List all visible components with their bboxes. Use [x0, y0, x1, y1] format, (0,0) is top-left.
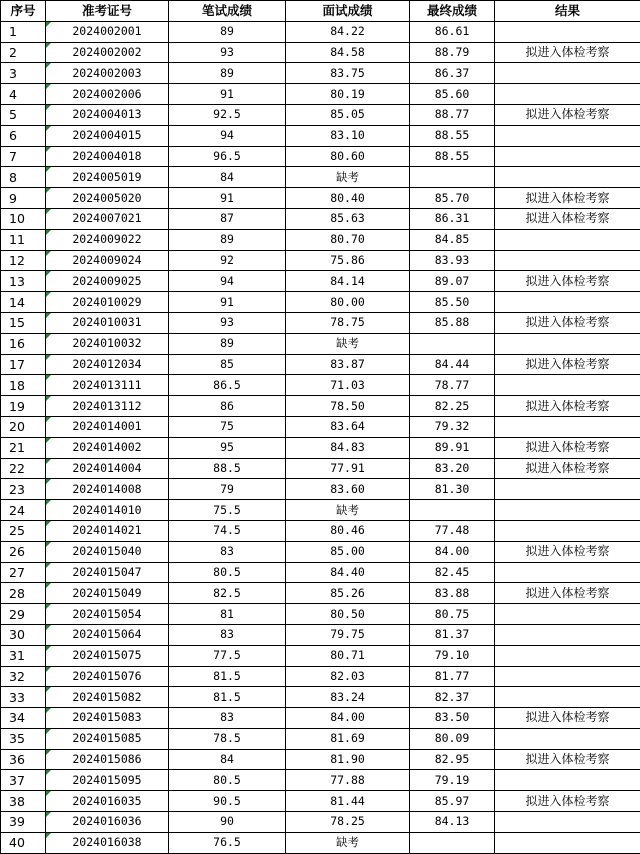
cell-final-score: 79.10: [410, 645, 495, 666]
cell-result: 拟进入体检考察: [495, 749, 640, 770]
table-row: [1, 749, 640, 770]
cell-interview-score: 78.25: [286, 812, 410, 833]
cell-final-score: 85.60: [410, 84, 495, 105]
cell-exam-id: 2024007021: [46, 208, 169, 229]
cell-interview-score: 缺考: [286, 167, 410, 188]
cell-exam-id: 2024005019: [46, 167, 169, 188]
table-row: [1, 42, 640, 63]
cell-exam-id: 2024009024: [46, 250, 169, 271]
cell-written-score: 75: [169, 416, 286, 437]
cell-index: 20: [1, 416, 46, 437]
cell-written-score: 77.5: [169, 645, 286, 666]
cell-interview-score: 84.58: [286, 42, 410, 63]
cell-written-score: 90.5: [169, 791, 286, 812]
cell-exam-id: 2024015076: [46, 666, 169, 687]
cell-final-score: 89.91: [410, 437, 495, 458]
table-row: [1, 354, 640, 375]
cell-final-score: 82.25: [410, 396, 495, 417]
cell-exam-id: 2024013111: [46, 375, 169, 396]
cell-exam-id: 2024014002: [46, 437, 169, 458]
cell-written-score: 91: [169, 188, 286, 209]
cell-final-score: 79.19: [410, 770, 495, 791]
cell-exam-id: 2024004015: [46, 125, 169, 146]
cell-written-score: 89: [169, 333, 286, 354]
cell-written-score: 87: [169, 208, 286, 229]
cell-index: 27: [1, 562, 46, 583]
cell-final-score: 86.31: [410, 208, 495, 229]
cell-final-score: 83.88: [410, 583, 495, 604]
table-row: [1, 312, 640, 333]
cell-index: 18: [1, 375, 46, 396]
cell-result: 拟进入体检考察: [495, 458, 640, 479]
cell-interview-score: 71.03: [286, 375, 410, 396]
cell-written-score: 94: [169, 271, 286, 292]
cell-exam-id: 2024014021: [46, 520, 169, 541]
cell-exam-id: 2024015095: [46, 770, 169, 791]
cell-written-score: 84: [169, 167, 286, 188]
cell-interview-score: 81.90: [286, 749, 410, 770]
cell-written-score: 96.5: [169, 146, 286, 167]
cell-final-score: 83.93: [410, 250, 495, 271]
cell-final-score: 88.79: [410, 42, 495, 63]
table-row: [1, 125, 640, 146]
table-row: [1, 167, 640, 188]
cell-exam-id: 2024012034: [46, 354, 169, 375]
header-interview-score: 面试成绩: [286, 1, 410, 22]
cell-index: 37: [1, 770, 46, 791]
cell-interview-score: 80.19: [286, 84, 410, 105]
cell-result: [495, 520, 640, 541]
cell-final-score: 83.20: [410, 458, 495, 479]
cell-written-score: 81: [169, 604, 286, 625]
cell-index: 5: [1, 104, 46, 125]
cell-index: 19: [1, 396, 46, 417]
cell-exam-id: 2024010029: [46, 292, 169, 313]
cell-written-score: 79: [169, 479, 286, 500]
table-row: [1, 250, 640, 271]
cell-interview-score: 缺考: [286, 333, 410, 354]
table-row: [1, 687, 640, 708]
cell-result: [495, 604, 640, 625]
cell-final-score: 85.50: [410, 292, 495, 313]
cell-exam-id: 2024015064: [46, 624, 169, 645]
table-row: [1, 666, 640, 687]
cell-exam-id: 2024014008: [46, 479, 169, 500]
table-row: [1, 791, 640, 812]
cell-exam-id: 2024002001: [46, 21, 169, 42]
cell-exam-id: 2024002002: [46, 42, 169, 63]
header-exam-id: 准考证号: [46, 1, 169, 22]
cell-final-score: [410, 500, 495, 521]
table-row: [1, 541, 640, 562]
cell-written-score: 76.5: [169, 832, 286, 853]
cell-index: 38: [1, 791, 46, 812]
cell-written-score: 91: [169, 292, 286, 313]
table-row: [1, 84, 640, 105]
cell-index: 3: [1, 63, 46, 84]
cell-index: 13: [1, 271, 46, 292]
cell-index: 6: [1, 125, 46, 146]
cell-result: [495, 500, 640, 521]
cell-result: 拟进入体检考察: [495, 271, 640, 292]
cell-final-score: 83.50: [410, 708, 495, 729]
cell-exam-id: 2024010031: [46, 312, 169, 333]
cell-exam-id: 2024015086: [46, 749, 169, 770]
cell-final-score: 82.45: [410, 562, 495, 583]
cell-result: [495, 562, 640, 583]
cell-result: [495, 770, 640, 791]
cell-result: 拟进入体检考察: [495, 396, 640, 417]
cell-final-score: 84.00: [410, 541, 495, 562]
cell-index: 26: [1, 541, 46, 562]
cell-written-score: 81.5: [169, 666, 286, 687]
cell-final-score: 88.55: [410, 125, 495, 146]
cell-exam-id: 2024015085: [46, 728, 169, 749]
cell-index: 12: [1, 250, 46, 271]
cell-index: 11: [1, 229, 46, 250]
cell-final-score: 84.85: [410, 229, 495, 250]
table-row: [1, 21, 640, 42]
table-row: [1, 708, 640, 729]
cell-result: 拟进入体检考察: [495, 541, 640, 562]
table-row: [1, 437, 640, 458]
table-row: [1, 375, 640, 396]
cell-index: 9: [1, 188, 46, 209]
cell-written-score: 83: [169, 624, 286, 645]
cell-written-score: 78.5: [169, 728, 286, 749]
table-row: [1, 146, 640, 167]
cell-exam-id: 2024014001: [46, 416, 169, 437]
cell-interview-score: 78.50: [286, 396, 410, 417]
cell-final-score: 88.77: [410, 104, 495, 125]
cell-final-score: [410, 832, 495, 853]
cell-result: [495, 21, 640, 42]
cell-final-score: 88.55: [410, 146, 495, 167]
cell-written-score: 85: [169, 354, 286, 375]
cell-result: [495, 416, 640, 437]
cell-interview-score: 缺考: [286, 500, 410, 521]
cell-interview-score: 84.00: [286, 708, 410, 729]
cell-index: 15: [1, 312, 46, 333]
cell-exam-id: 2024014010: [46, 500, 169, 521]
table-row: [1, 562, 640, 583]
cell-interview-score: 83.87: [286, 354, 410, 375]
cell-final-score: 85.70: [410, 188, 495, 209]
cell-exam-id: 2024015054: [46, 604, 169, 625]
cell-result: 拟进入体检考察: [495, 188, 640, 209]
cell-interview-score: 84.14: [286, 271, 410, 292]
cell-written-score: 83: [169, 541, 286, 562]
table-row: [1, 333, 640, 354]
cell-exam-id: 2024015083: [46, 708, 169, 729]
cell-result: [495, 63, 640, 84]
cell-interview-score: 78.75: [286, 312, 410, 333]
header-row: [1, 1, 640, 22]
cell-result: [495, 125, 640, 146]
cell-exam-id: 2024004018: [46, 146, 169, 167]
cell-written-score: 75.5: [169, 500, 286, 521]
cell-index: 7: [1, 146, 46, 167]
cell-interview-score: 85.00: [286, 541, 410, 562]
cell-result: 拟进入体检考察: [495, 437, 640, 458]
cell-exam-id: 2024016035: [46, 791, 169, 812]
table-row: [1, 645, 640, 666]
cell-interview-score: 83.64: [286, 416, 410, 437]
cell-written-score: 91: [169, 84, 286, 105]
cell-result: [495, 624, 640, 645]
cell-result: [495, 229, 640, 250]
cell-final-score: 82.95: [410, 749, 495, 770]
cell-written-score: 80.5: [169, 562, 286, 583]
cell-interview-score: 84.40: [286, 562, 410, 583]
cell-exam-id: 2024016038: [46, 832, 169, 853]
header-final-score: 最终成绩: [410, 1, 495, 22]
table-row: [1, 104, 640, 125]
cell-index: 33: [1, 687, 46, 708]
header-index: 序号: [1, 1, 46, 22]
cell-exam-id: 2024009022: [46, 229, 169, 250]
cell-final-score: 86.37: [410, 63, 495, 84]
cell-interview-score: 80.60: [286, 146, 410, 167]
cell-written-score: 82.5: [169, 583, 286, 604]
cell-index: 40: [1, 832, 46, 853]
cell-interview-score: 77.88: [286, 770, 410, 791]
header-written-score: 笔试成绩: [169, 1, 286, 22]
cell-result: [495, 666, 640, 687]
cell-final-score: 78.77: [410, 375, 495, 396]
cell-interview-score: 缺考: [286, 832, 410, 853]
cell-written-score: 89: [169, 21, 286, 42]
cell-result: 拟进入体检考察: [495, 791, 640, 812]
cell-index: 31: [1, 645, 46, 666]
cell-final-score: 85.88: [410, 312, 495, 333]
cell-interview-score: 83.75: [286, 63, 410, 84]
table-row: [1, 271, 640, 292]
cell-index: 32: [1, 666, 46, 687]
cell-final-score: [410, 167, 495, 188]
cell-final-score: 89.07: [410, 271, 495, 292]
cell-written-score: 86.5: [169, 375, 286, 396]
cell-interview-score: 82.03: [286, 666, 410, 687]
cell-result: [495, 167, 640, 188]
cell-interview-score: 85.26: [286, 583, 410, 604]
cell-result: 拟进入体检考察: [495, 583, 640, 604]
cell-exam-id: 2024015049: [46, 583, 169, 604]
cell-index: 16: [1, 333, 46, 354]
cell-interview-score: 85.63: [286, 208, 410, 229]
cell-final-score: 81.30: [410, 479, 495, 500]
cell-exam-id: 2024004013: [46, 104, 169, 125]
cell-exam-id: 2024015082: [46, 687, 169, 708]
table-row: [1, 208, 640, 229]
cell-final-score: 84.13: [410, 812, 495, 833]
cell-result: [495, 832, 640, 853]
cell-result: [495, 292, 640, 313]
cell-result: [495, 333, 640, 354]
table-row: [1, 396, 640, 417]
cell-result: [495, 687, 640, 708]
table-row: [1, 63, 640, 84]
cell-interview-score: 84.83: [286, 437, 410, 458]
cell-result: 拟进入体检考察: [495, 708, 640, 729]
table-row: [1, 624, 640, 645]
cell-final-score: 80.09: [410, 728, 495, 749]
cell-exam-id: 2024014004: [46, 458, 169, 479]
cell-interview-score: 79.75: [286, 624, 410, 645]
cell-result: [495, 146, 640, 167]
cell-index: 4: [1, 84, 46, 105]
cell-result: [495, 645, 640, 666]
cell-interview-score: 80.40: [286, 188, 410, 209]
table-row: [1, 770, 640, 791]
cell-final-score: 81.77: [410, 666, 495, 687]
cell-interview-score: 83.24: [286, 687, 410, 708]
table-row: [1, 520, 640, 541]
cell-exam-id: 2024015040: [46, 541, 169, 562]
cell-result: [495, 812, 640, 833]
cell-exam-id: 2024005020: [46, 188, 169, 209]
cell-final-score: 77.48: [410, 520, 495, 541]
cell-written-score: 86: [169, 396, 286, 417]
cell-final-score: 82.37: [410, 687, 495, 708]
cell-interview-score: 80.50: [286, 604, 410, 625]
cell-index: 8: [1, 167, 46, 188]
cell-interview-score: 80.00: [286, 292, 410, 313]
cell-exam-id: 2024016036: [46, 812, 169, 833]
table-row: [1, 604, 640, 625]
cell-interview-score: 80.71: [286, 645, 410, 666]
table-row: [1, 292, 640, 313]
cell-index: 10: [1, 208, 46, 229]
cell-interview-score: 84.22: [286, 21, 410, 42]
cell-index: 2: [1, 42, 46, 63]
cell-final-score: 85.97: [410, 791, 495, 812]
cell-result: 拟进入体检考察: [495, 42, 640, 63]
table-row: [1, 728, 640, 749]
cell-written-score: 89: [169, 63, 286, 84]
table-row: [1, 416, 640, 437]
cell-index: 25: [1, 520, 46, 541]
cell-interview-score: 80.46: [286, 520, 410, 541]
cell-written-score: 93: [169, 312, 286, 333]
cell-index: 30: [1, 624, 46, 645]
cell-exam-id: 2024010032: [46, 333, 169, 354]
cell-written-score: 92: [169, 250, 286, 271]
table-row: [1, 583, 640, 604]
header-result: 结果: [495, 1, 640, 22]
cell-index: 1: [1, 21, 46, 42]
table-row: [1, 500, 640, 521]
cell-index: 22: [1, 458, 46, 479]
cell-index: 39: [1, 812, 46, 833]
cell-written-score: 81.5: [169, 687, 286, 708]
cell-exam-id: 2024002006: [46, 84, 169, 105]
table-row: [1, 812, 640, 833]
cell-exam-id: 2024009025: [46, 271, 169, 292]
cell-index: 14: [1, 292, 46, 313]
cell-interview-score: 81.44: [286, 791, 410, 812]
cell-result: [495, 375, 640, 396]
cell-written-score: 95: [169, 437, 286, 458]
cell-written-score: 83: [169, 708, 286, 729]
cell-result: [495, 84, 640, 105]
cell-exam-id: 2024015047: [46, 562, 169, 583]
cell-index: 21: [1, 437, 46, 458]
cell-final-score: 84.44: [410, 354, 495, 375]
cell-result: 拟进入体检考察: [495, 354, 640, 375]
cell-final-score: 80.75: [410, 604, 495, 625]
table-row: [1, 229, 640, 250]
cell-written-score: 84: [169, 749, 286, 770]
cell-interview-score: 83.60: [286, 479, 410, 500]
cell-result: 拟进入体检考察: [495, 208, 640, 229]
cell-written-score: 94: [169, 125, 286, 146]
cell-result: 拟进入体检考察: [495, 312, 640, 333]
cell-interview-score: 81.69: [286, 728, 410, 749]
table-row: [1, 479, 640, 500]
cell-interview-score: 85.05: [286, 104, 410, 125]
cell-written-score: 74.5: [169, 520, 286, 541]
table-row: [1, 458, 640, 479]
cell-index: 36: [1, 749, 46, 770]
cell-final-score: [410, 333, 495, 354]
cell-index: 29: [1, 604, 46, 625]
cell-final-score: 81.37: [410, 624, 495, 645]
cell-index: 17: [1, 354, 46, 375]
cell-written-score: 88.5: [169, 458, 286, 479]
cell-interview-score: 83.10: [286, 125, 410, 146]
cell-exam-id: 2024002003: [46, 63, 169, 84]
cell-result: [495, 728, 640, 749]
cell-final-score: 86.61: [410, 21, 495, 42]
cell-index: 34: [1, 708, 46, 729]
cell-interview-score: 80.70: [286, 229, 410, 250]
table-row: [1, 832, 640, 853]
cell-result: [495, 479, 640, 500]
cell-written-score: 89: [169, 229, 286, 250]
table-row: [1, 188, 640, 209]
cell-index: 24: [1, 500, 46, 521]
cell-index: 23: [1, 479, 46, 500]
cell-result: 拟进入体检考察: [495, 104, 640, 125]
cell-interview-score: 77.91: [286, 458, 410, 479]
cell-exam-id: 2024013112: [46, 396, 169, 417]
cell-index: 28: [1, 583, 46, 604]
cell-written-score: 90: [169, 812, 286, 833]
cell-written-score: 93: [169, 42, 286, 63]
cell-written-score: 92.5: [169, 104, 286, 125]
cell-final-score: 79.32: [410, 416, 495, 437]
cell-written-score: 80.5: [169, 770, 286, 791]
cell-interview-score: 75.86: [286, 250, 410, 271]
cell-exam-id: 2024015075: [46, 645, 169, 666]
cell-result: [495, 250, 640, 271]
cell-index: 35: [1, 728, 46, 749]
